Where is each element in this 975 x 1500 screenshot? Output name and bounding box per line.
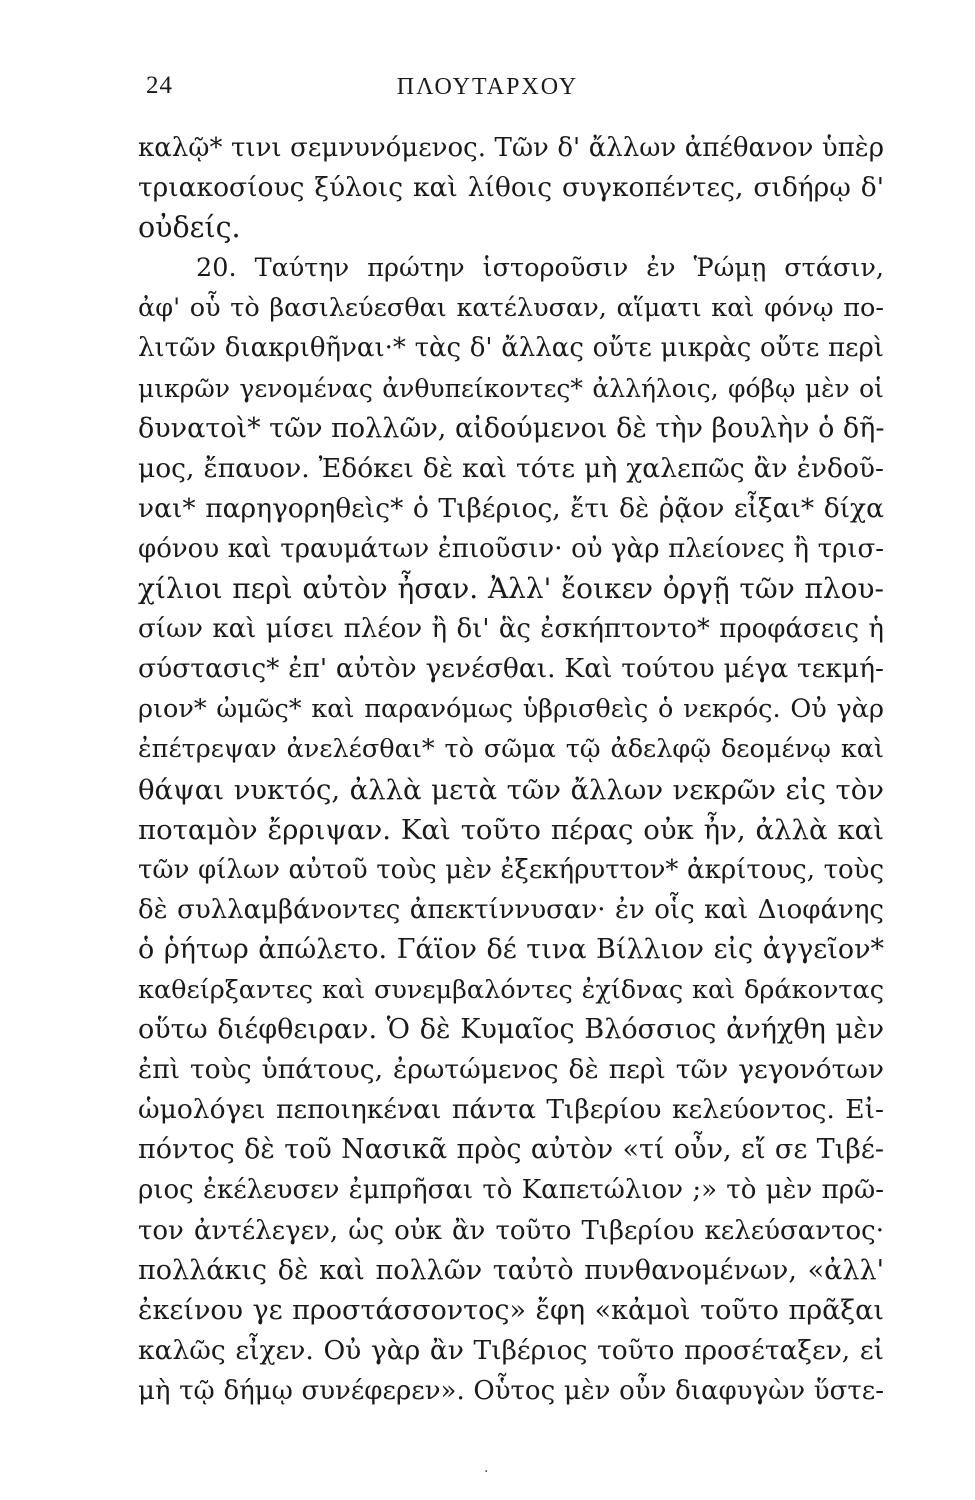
text-line: πολλάκις δὲ καὶ πολλῶν ταὐτὸ πυνθανομένων, «ἀλλ': [138, 1254, 884, 1286]
text-line: οὕτω διέφθειραν. Ὁ δὲ Κυμαῖος Βλόσσιος ἀνήχθη μὲν: [138, 1014, 884, 1046]
text-line: ἐκείνου γε προστάσσοντος» ἔφη «κἀμοὶ τοῦτο πρᾶξαι: [138, 1294, 884, 1326]
body-text: [138, 128, 884, 1411]
text-line: μος, ἔπαυον. Ἐδόκει δὲ καὶ τότε μὴ χαλεπῶς ἂν ἐνδοῦ-: [138, 452, 884, 484]
text-line: σίων καὶ μίσει πλέον ἢ δι' ἃς ἐσκήπτοντο* προφάσεις ἡ: [138, 614, 884, 645]
text-line: ποταμὸν ἔρριψαν. Καὶ τοῦτο πέρας οὐκ ἦν, ἀλλὰ καὶ: [138, 813, 884, 846]
text-line: ὡμολόγει πεποιηκέναι πάντα Τιβερίου κελεύοντος. Εἰ-: [138, 1094, 884, 1126]
text-line: θάψαι νυκτός, ἀλλὰ μετὰ τῶν ἄλλων νεκρῶν εἰς τὸν: [138, 773, 884, 806]
text-line: οὐδείς.: [138, 211, 241, 245]
text-line: μὴ τῷ δήμῳ συνέφερεν». Οὗτος μὲν οὖν διαφυγὼν ὕστε-: [138, 1375, 884, 1406]
paragraph-start-line: 20. Ταύτην πρώτην ἱστοροῦσιν ἐν Ῥώμῃ στάσιν,: [196, 253, 884, 284]
text-line: ἀφ' οὗ τὸ βασιλεύεσθαι κατέλυσαν, αἵματι καὶ φόνῳ πο-: [138, 293, 884, 324]
text-line: σύστασις* ἐπ' αὐτὸν γενέσθαι. Καὶ τούτου μέγα τεκμή-: [138, 653, 884, 685]
text-line: μικρῶν γενομένας ἀνθυπείκοντες* ἀλλήλοις, φόβῳ μὲν οἱ: [138, 373, 884, 403]
text-line: καλῷ* τινι σεμνυνόμενος. Τῶν δ' ἄλλων ἀπέθανον ὑπὲρ: [138, 133, 884, 163]
text-line: φόνου καὶ τραυμάτων ἐπιοῦσιν· οὐ γὰρ πλείονες ἢ τρισ-: [138, 533, 884, 564]
text-line: πόντος δὲ τοῦ Νασικᾶ πρὸς αὐτὸν «τί οὖν, εἴ σε Τιβέ-: [138, 1134, 884, 1166]
text-line: καλῶς εἶχεν. Οὐ γὰρ ἂν Τιβέριος τοῦτο προσέταξεν, εἰ: [138, 1334, 884, 1366]
text-line: ἐπὶ τοὺς ὑπάτους, ἐρωτώμενος δὲ περὶ τῶν γεγονότων: [138, 1054, 884, 1086]
text-line: ὁ ῥήτωρ ἀπώλετο. Γάϊον δέ τινα Βίλλιον εἰς ἀγγεῖον*: [138, 933, 884, 965]
text-line: δυνατοὶ* τῶν πολλῶν, αἰδούμενοι δὲ τὴν βουλὴν ὁ δῆ-: [138, 412, 885, 444]
text-line: τριακοσίους ξύλοις καὶ λίθοις συγκοπέντες, σιδήρῳ δ': [138, 172, 884, 204]
text-line: λιτῶν διακριθῆναι·* τὰς δ' ἄλλας οὔτε μικρὰς οὔτε περὶ: [138, 333, 884, 364]
text-line: χίλιοι περὶ αὐτὸν ἦσαν. Ἀλλ' ἔοικεν ὀργῇ τῶν πλου-: [138, 572, 884, 606]
text-line: τον ἀντέλεγεν, ὡς οὐκ ἂν τοῦτο Τιβερίου κελεύσαντος·: [138, 1215, 884, 1246]
text-line: τῶν φίλων αὐτοῦ τοὺς μὲν ἐξεκήρυττον* ἀκρίτους, τοὺς: [138, 854, 884, 885]
text-line: ριος ἐκέλευσεν ἐμπρῆσαι τὸ Καπετώλιον ;» τὸ μὲν πρῶ-: [138, 1175, 884, 1206]
text-line: δὲ συλλαμβάνοντες ἀπεκτίννυσαν· ἐν οἷς καὶ Διοφάνης: [138, 894, 884, 925]
text-line: ναι* παρηγορηθεὶς* ὁ Τιβέριος, ἔτι δὲ ῥᾷον εἶξαι* δίχα: [138, 492, 884, 524]
text-line: ριον* ὠμῶς* καὶ παρανόμως ὑβρισθεὶς ὁ νεκρός. Οὐ γὰρ: [138, 694, 884, 725]
running-title: ΠΛΟΥΤΑΡΧΟΥ: [396, 74, 579, 100]
footer-mark: ·: [484, 1464, 489, 1480]
text-line: ἐπέτρεψαν ἀνελέσθαι* τὸ σῶμα τῷ ἀδελφῷ δεομένῳ καὶ: [138, 734, 884, 765]
page-header: [0, 72, 975, 112]
page-number: 24: [146, 72, 173, 99]
text-line: καθείρξαντες καὶ συνεμβαλόντες ἐχίδνας καὶ δράκοντας: [138, 974, 884, 1005]
